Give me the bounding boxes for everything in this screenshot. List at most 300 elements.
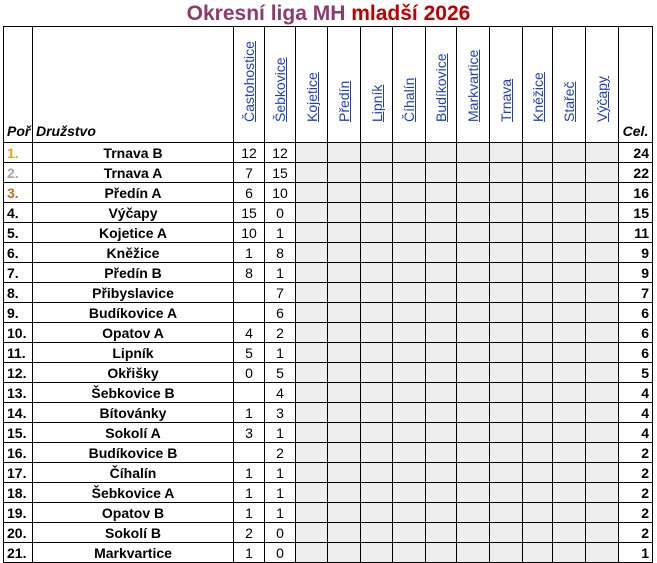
empty-score-cell	[393, 243, 426, 263]
score-cell: 7	[234, 163, 265, 183]
empty-score-cell	[457, 423, 490, 443]
empty-score-cell	[553, 543, 586, 563]
table-row	[4, 183, 653, 203]
score-cell: 0	[265, 543, 296, 563]
empty-score-cell	[457, 403, 490, 423]
empty-score-cell	[523, 343, 553, 363]
empty-score-cell	[361, 363, 393, 383]
empty-score-cell	[457, 523, 490, 543]
total-cell: 9	[619, 243, 653, 263]
table-row	[4, 143, 653, 163]
total-cell: 6	[619, 303, 653, 323]
team-cell: Okřišky	[33, 363, 234, 383]
empty-score-cell	[457, 383, 490, 403]
empty-score-cell	[328, 543, 361, 563]
empty-score-cell	[361, 443, 393, 463]
score-cell: 4	[234, 323, 265, 343]
empty-score-cell	[553, 503, 586, 523]
empty-score-cell	[296, 443, 328, 463]
empty-score-cell	[586, 503, 619, 523]
empty-score-cell	[426, 243, 457, 263]
empty-score-cell	[393, 163, 426, 183]
empty-score-cell	[361, 223, 393, 243]
empty-score-cell	[523, 363, 553, 383]
empty-score-cell	[457, 343, 490, 363]
empty-score-cell	[457, 143, 490, 163]
column-header-link[interactable]: Kojetice	[303, 72, 320, 122]
empty-score-cell	[296, 363, 328, 383]
standings-table	[3, 26, 653, 563]
score-cell: 0	[265, 203, 296, 223]
score-cell: 12	[265, 143, 296, 163]
rank-cell: 17.	[4, 463, 33, 483]
empty-score-cell	[490, 383, 523, 403]
empty-score-cell	[296, 383, 328, 403]
empty-score-cell	[553, 143, 586, 163]
empty-score-cell	[361, 183, 393, 203]
empty-score-cell	[457, 543, 490, 563]
rank-cell: 11.	[4, 343, 33, 363]
page-title	[0, 0, 657, 27]
column-header	[553, 27, 586, 143]
empty-score-cell	[426, 323, 457, 343]
table-row	[4, 303, 653, 323]
empty-score-cell	[296, 523, 328, 543]
team-cell: Bítovánky	[33, 403, 234, 423]
empty-score-cell	[426, 303, 457, 323]
score-cell: 1	[265, 463, 296, 483]
empty-score-cell	[586, 143, 619, 163]
empty-score-cell	[296, 483, 328, 503]
empty-score-cell	[361, 143, 393, 163]
column-header	[426, 27, 457, 143]
empty-score-cell	[426, 283, 457, 303]
empty-score-cell	[553, 403, 586, 423]
empty-score-cell	[296, 403, 328, 423]
column-header	[296, 27, 328, 143]
empty-score-cell	[296, 303, 328, 323]
score-cell: 5	[234, 343, 265, 363]
score-cell: 12	[234, 143, 265, 163]
rank-cell: 21.	[4, 543, 33, 563]
empty-score-cell	[328, 143, 361, 163]
empty-score-cell	[328, 403, 361, 423]
table-row	[4, 463, 653, 483]
column-header-link[interactable]: Budíkovice	[433, 53, 449, 122]
empty-score-cell	[296, 503, 328, 523]
empty-score-cell	[393, 303, 426, 323]
title-main: Okresní liga MH	[186, 2, 352, 25]
empty-score-cell	[361, 203, 393, 223]
team-cell: Předín B	[33, 263, 234, 283]
empty-score-cell	[393, 443, 426, 463]
score-cell: 0	[265, 523, 296, 543]
team-cell: Kněžice	[33, 243, 234, 263]
empty-score-cell	[296, 243, 328, 263]
empty-score-cell	[328, 263, 361, 283]
table-row	[4, 423, 653, 443]
rank-cell: 15.	[4, 423, 33, 443]
empty-score-cell	[553, 323, 586, 343]
empty-score-cell	[490, 543, 523, 563]
empty-score-cell	[457, 463, 490, 483]
empty-score-cell	[523, 243, 553, 263]
empty-score-cell	[586, 303, 619, 323]
empty-score-cell	[393, 483, 426, 503]
empty-score-cell	[457, 283, 490, 303]
empty-score-cell	[328, 343, 361, 363]
team-cell: Budíkovice A	[33, 303, 234, 323]
empty-score-cell	[523, 443, 553, 463]
empty-score-cell	[361, 403, 393, 423]
empty-score-cell	[296, 223, 328, 243]
score-cell: 1	[234, 503, 265, 523]
empty-score-cell	[553, 463, 586, 483]
empty-score-cell	[328, 443, 361, 463]
empty-score-cell	[490, 463, 523, 483]
empty-score-cell	[296, 463, 328, 483]
empty-score-cell	[490, 163, 523, 183]
empty-score-cell	[328, 503, 361, 523]
score-cell: 1	[265, 343, 296, 363]
score-cell: 8	[234, 263, 265, 283]
column-header-link[interactable]: Šebkovice	[272, 57, 288, 122]
score-cell: 1	[265, 483, 296, 503]
empty-score-cell	[553, 223, 586, 243]
empty-score-cell	[296, 283, 328, 303]
empty-score-cell	[426, 203, 457, 223]
column-header-link[interactable]: Lipník	[368, 84, 385, 122]
score-cell: 1	[234, 483, 265, 503]
column-header-link[interactable]: Trnava	[498, 78, 514, 122]
table-row	[4, 263, 653, 283]
empty-score-cell	[523, 323, 553, 343]
empty-score-cell	[586, 423, 619, 443]
empty-score-cell	[426, 463, 457, 483]
score-cell: 1	[234, 543, 265, 563]
table-row	[4, 543, 653, 563]
empty-score-cell	[296, 343, 328, 363]
empty-score-cell	[457, 503, 490, 523]
empty-score-cell	[426, 363, 457, 383]
empty-score-cell	[586, 183, 619, 203]
empty-score-cell	[586, 483, 619, 503]
score-cell	[234, 443, 265, 463]
empty-score-cell	[523, 383, 553, 403]
empty-score-cell	[361, 343, 393, 363]
empty-score-cell	[426, 503, 457, 523]
total-cell: 2	[619, 483, 653, 503]
empty-score-cell	[553, 303, 586, 323]
empty-score-cell	[490, 223, 523, 243]
empty-score-cell	[523, 483, 553, 503]
empty-score-cell	[586, 363, 619, 383]
empty-score-cell	[393, 383, 426, 403]
team-cell: Opatov A	[33, 323, 234, 343]
score-cell: 6	[265, 303, 296, 323]
empty-score-cell	[361, 383, 393, 403]
table-row	[4, 343, 653, 363]
empty-score-cell	[361, 323, 393, 343]
empty-score-cell	[361, 243, 393, 263]
empty-score-cell	[393, 283, 426, 303]
team-cell: Opatov B	[33, 503, 234, 523]
empty-score-cell	[586, 283, 619, 303]
rank-cell: 4.	[4, 203, 33, 223]
column-header-link[interactable]: Markvartice	[465, 49, 481, 122]
title-accent: mladší 2026	[351, 2, 471, 25]
empty-score-cell	[328, 423, 361, 443]
score-cell: 10	[265, 183, 296, 203]
column-header-link[interactable]: Stařeč	[561, 81, 577, 122]
score-cell: 4	[265, 383, 296, 403]
empty-score-cell	[490, 403, 523, 423]
rank-cell: 6.	[4, 243, 33, 263]
empty-score-cell	[361, 543, 393, 563]
table-row	[4, 163, 653, 183]
rank-cell: 19.	[4, 503, 33, 523]
empty-score-cell	[457, 443, 490, 463]
empty-score-cell	[328, 303, 361, 323]
total-cell: 15	[619, 203, 653, 223]
empty-score-cell	[523, 263, 553, 283]
empty-score-cell	[296, 543, 328, 563]
column-header	[234, 27, 265, 143]
total-cell: 16	[619, 183, 653, 203]
team-cell: Budíkovice B	[33, 443, 234, 463]
empty-score-cell	[490, 143, 523, 163]
empty-score-cell	[523, 543, 553, 563]
empty-score-cell	[457, 303, 490, 323]
score-cell: 2	[265, 443, 296, 463]
table-row	[4, 383, 653, 403]
team-cell: Předín A	[33, 183, 234, 203]
empty-score-cell	[490, 263, 523, 283]
total-cell: 11	[619, 223, 653, 243]
empty-score-cell	[328, 523, 361, 543]
team-cell: Šebkovice B	[33, 383, 234, 403]
empty-score-cell	[523, 303, 553, 323]
empty-score-cell	[586, 383, 619, 403]
score-cell: 15	[265, 163, 296, 183]
column-header-link[interactable]: Kněžice	[529, 72, 546, 122]
empty-score-cell	[426, 543, 457, 563]
empty-score-cell	[586, 463, 619, 483]
empty-score-cell	[426, 423, 457, 443]
empty-score-cell	[361, 503, 393, 523]
rank-cell: 5.	[4, 223, 33, 243]
total-cell: 4	[619, 383, 653, 403]
empty-score-cell	[361, 263, 393, 283]
total-cell: 2	[619, 443, 653, 463]
empty-score-cell	[490, 443, 523, 463]
empty-score-cell	[490, 503, 523, 523]
rank-cell: 14.	[4, 403, 33, 423]
total-cell: 2	[619, 463, 653, 483]
team-cell: Výčapy	[33, 203, 234, 223]
empty-score-cell	[361, 483, 393, 503]
score-cell: 15	[234, 203, 265, 223]
total-cell: 2	[619, 503, 653, 523]
empty-score-cell	[553, 283, 586, 303]
empty-score-cell	[490, 423, 523, 443]
empty-score-cell	[426, 163, 457, 183]
empty-score-cell	[523, 423, 553, 443]
empty-score-cell	[457, 183, 490, 203]
empty-score-cell	[490, 523, 523, 543]
score-cell	[234, 283, 265, 303]
empty-score-cell	[328, 323, 361, 343]
empty-score-cell	[393, 503, 426, 523]
score-cell: 2	[234, 523, 265, 543]
rank-cell: 18.	[4, 483, 33, 503]
score-cell: 7	[265, 283, 296, 303]
column-header	[586, 27, 619, 143]
table-row	[4, 283, 653, 303]
team-cell: Sokolí B	[33, 523, 234, 543]
column-header-link[interactable]: Častohostice	[241, 41, 257, 122]
empty-score-cell	[553, 363, 586, 383]
empty-score-cell	[457, 243, 490, 263]
empty-score-cell	[553, 163, 586, 183]
column-header	[523, 27, 553, 143]
team-cell: Lipník	[33, 343, 234, 363]
empty-score-cell	[457, 363, 490, 383]
score-cell: 5	[265, 363, 296, 383]
empty-score-cell	[490, 243, 523, 263]
empty-score-cell	[586, 523, 619, 543]
column-header	[265, 27, 296, 143]
empty-score-cell	[328, 183, 361, 203]
rank-cell: 12.	[4, 363, 33, 383]
rank-cell: 20.	[4, 523, 33, 543]
empty-score-cell	[457, 483, 490, 503]
empty-score-cell	[426, 443, 457, 463]
empty-score-cell	[296, 323, 328, 343]
score-cell: 6	[234, 183, 265, 203]
total-cell: 2	[619, 523, 653, 543]
empty-score-cell	[393, 463, 426, 483]
table-row	[4, 523, 653, 543]
score-cell: 8	[265, 243, 296, 263]
empty-score-cell	[523, 203, 553, 223]
empty-score-cell	[426, 383, 457, 403]
team-header: Družstvo	[33, 27, 234, 143]
total-cell: 1	[619, 543, 653, 563]
empty-score-cell	[523, 403, 553, 423]
empty-score-cell	[586, 343, 619, 363]
rank-cell: 16.	[4, 443, 33, 463]
total-cell: 9	[619, 263, 653, 283]
empty-score-cell	[586, 223, 619, 243]
empty-score-cell	[586, 443, 619, 463]
score-cell: 1	[234, 403, 265, 423]
empty-score-cell	[393, 263, 426, 283]
column-header	[457, 27, 490, 143]
empty-score-cell	[490, 323, 523, 343]
empty-score-cell	[393, 343, 426, 363]
empty-score-cell	[393, 183, 426, 203]
empty-score-cell	[490, 343, 523, 363]
rank-cell: 13.	[4, 383, 33, 403]
empty-score-cell	[523, 163, 553, 183]
team-cell: Sokolí A	[33, 423, 234, 443]
table-row	[4, 503, 653, 523]
column-header	[490, 27, 523, 143]
empty-score-cell	[553, 243, 586, 263]
score-cell: 1	[265, 503, 296, 523]
total-cell: 6	[619, 343, 653, 363]
empty-score-cell	[361, 463, 393, 483]
empty-score-cell	[490, 183, 523, 203]
empty-score-cell	[328, 283, 361, 303]
empty-score-cell	[296, 163, 328, 183]
empty-score-cell	[523, 143, 553, 163]
empty-score-cell	[393, 143, 426, 163]
score-cell: 1	[265, 223, 296, 243]
rank-cell: 2.	[4, 163, 33, 183]
empty-score-cell	[523, 283, 553, 303]
column-header	[361, 27, 393, 143]
team-cell: Kojetice A	[33, 223, 234, 243]
total-cell: 24	[619, 143, 653, 163]
empty-score-cell	[523, 183, 553, 203]
empty-score-cell	[426, 403, 457, 423]
total-header: Cel.	[619, 27, 653, 143]
score-cell: 3	[234, 423, 265, 443]
column-header	[328, 27, 361, 143]
empty-score-cell	[490, 363, 523, 383]
rank-cell: 3.	[4, 183, 33, 203]
empty-score-cell	[553, 483, 586, 503]
table-row	[4, 483, 653, 503]
empty-score-cell	[296, 423, 328, 443]
score-cell: 1	[265, 423, 296, 443]
empty-score-cell	[523, 463, 553, 483]
empty-score-cell	[586, 263, 619, 283]
total-cell: 4	[619, 423, 653, 443]
empty-score-cell	[361, 523, 393, 543]
empty-score-cell	[553, 423, 586, 443]
empty-score-cell	[393, 363, 426, 383]
team-cell: Markvartice	[33, 543, 234, 563]
empty-score-cell	[457, 163, 490, 183]
empty-score-cell	[523, 503, 553, 523]
empty-score-cell	[490, 283, 523, 303]
empty-score-cell	[490, 203, 523, 223]
column-header-link[interactable]: Předín	[336, 80, 352, 122]
empty-score-cell	[553, 383, 586, 403]
team-cell: Šebkovice A	[33, 483, 234, 503]
table-row	[4, 363, 653, 383]
empty-score-cell	[296, 183, 328, 203]
rank-cell: 8.	[4, 283, 33, 303]
score-cell: 0	[234, 363, 265, 383]
empty-score-cell	[426, 523, 457, 543]
empty-score-cell	[586, 163, 619, 183]
column-header-link[interactable]: Výčapy	[594, 76, 610, 122]
column-header-link[interactable]: Číhalín	[401, 77, 417, 122]
score-cell: 1	[265, 263, 296, 283]
empty-score-cell	[457, 263, 490, 283]
total-cell: 22	[619, 163, 653, 183]
table-row	[4, 443, 653, 463]
column-header	[393, 27, 426, 143]
team-cell: Přibyslavice	[33, 283, 234, 303]
score-cell: 10	[234, 223, 265, 243]
empty-score-cell	[553, 183, 586, 203]
total-cell: 5	[619, 363, 653, 383]
